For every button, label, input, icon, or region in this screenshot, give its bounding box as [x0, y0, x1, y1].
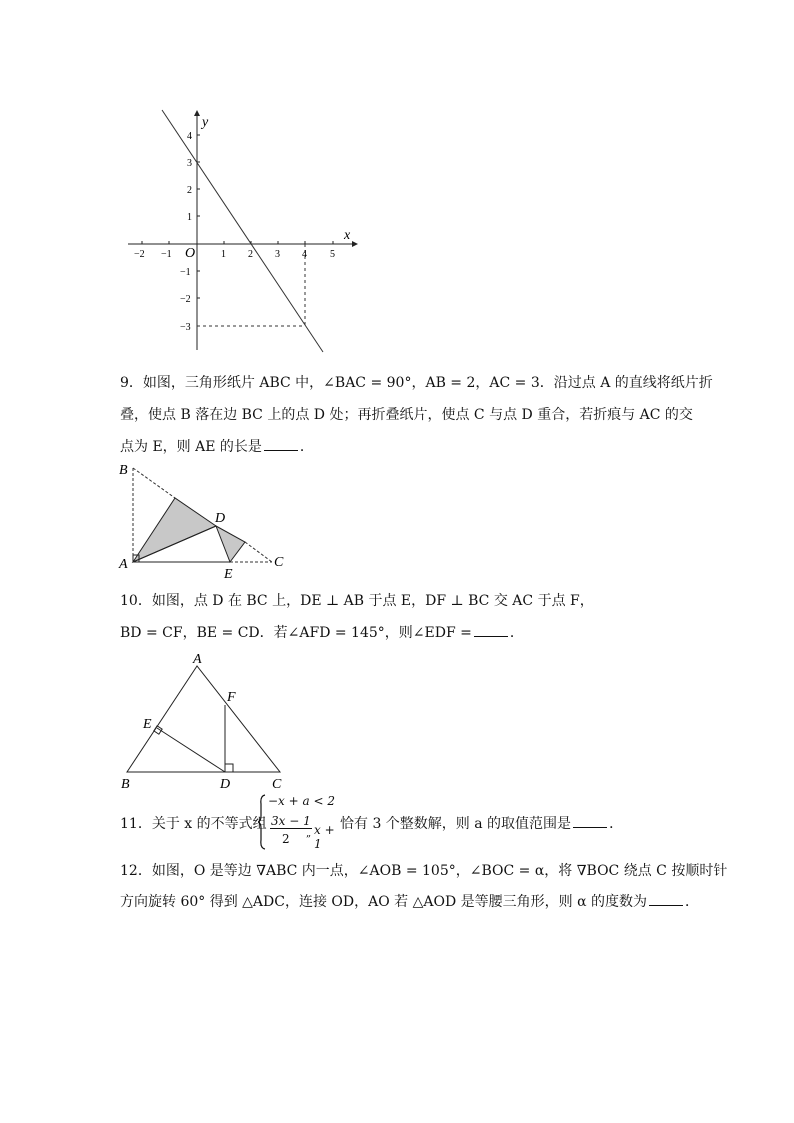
q10-answer-blank[interactable]: [474, 624, 508, 637]
q9-answer-blank[interactable]: [264, 438, 298, 451]
q11-prefix: 11．关于 x 的不等式组: [120, 816, 267, 832]
y-tick-neg3: −3: [180, 322, 191, 333]
q10-right-angle-D: [225, 764, 233, 772]
x-tick-3: 3: [275, 249, 280, 260]
y-tick-1: 1: [187, 212, 192, 223]
q9-line3-end: ．: [299, 439, 314, 455]
q10-label-B: B: [121, 777, 130, 792]
x-axis-label: x: [344, 228, 351, 243]
y-tick-neg2: −2: [180, 294, 191, 305]
q10-segment-DE: [157, 728, 225, 772]
y-tick-4: 4: [187, 131, 192, 142]
q12-line1: 12．如图，O 是等边 ∇ABC 内一点，∠AOB = 105°，∠BOC = α，将 ∇BOC 绕点 C 按顺时针: [120, 863, 728, 879]
q10-label-C: C: [272, 777, 282, 792]
q11-suffix-line: [340, 815, 623, 833]
q10-label-F: F: [227, 690, 236, 705]
q11-rel: „: [306, 828, 312, 839]
function-line: [162, 110, 323, 352]
q9-line2: 叠，使点 B 落在边 BC 上的点 D 处；再折叠纸片，使点 C 与点 D 重合，若折痕与 AC 的交: [120, 407, 693, 423]
q9-label-B: B: [119, 463, 128, 478]
q10-label-D: D: [220, 777, 231, 792]
q11-frac-num: 3x − 1: [271, 814, 311, 828]
q12-line2-text: 方向旋转 60° 得到 △ADC，连接 OD，AO 若 △AOD 是等腰三角形，则 α 的度数为: [120, 894, 648, 910]
origin-label: O: [185, 246, 196, 261]
q9-shaded-fold-1: [133, 498, 216, 562]
y-axis-label: y: [202, 115, 209, 130]
y-tick-2: 2: [187, 185, 192, 196]
q11-rhs: x + 1: [314, 823, 335, 851]
x-tick-neg2: −2: [134, 249, 145, 260]
q9-label-C: C: [274, 555, 284, 570]
linear-function-graph: [120, 100, 360, 360]
q10-label-A: A: [193, 652, 202, 667]
x-tick-1: 1: [221, 249, 226, 260]
q9-label-A: A: [119, 557, 128, 572]
q9-line1: 9．如图，三角形纸片 ABC 中，∠BAC = 90°，AB = 2，AC = 3．沿过点 A 的直线将纸片折: [120, 375, 713, 391]
q10-line2: [120, 624, 524, 642]
q11-frac-den: 2: [282, 832, 290, 846]
q10-line2-end: ．: [509, 625, 524, 641]
q9-label-E: E: [224, 567, 233, 582]
q9-dashed-DC: [245, 542, 272, 562]
q12-line2: [120, 893, 699, 911]
q11-ineq1: −x + a < 2: [268, 794, 335, 808]
x-tick-5: 5: [330, 249, 335, 260]
y-axis-arrow: [194, 110, 200, 116]
q10-figure: [115, 648, 295, 793]
q11-inequality-system: [258, 794, 340, 850]
q10-label-E: E: [143, 717, 152, 732]
y-tick-neg1: −1: [180, 267, 191, 278]
q12-line2-end: ．: [685, 894, 700, 910]
q11-suffix: 恰有 3 个整数解，则 a 的取值范围是: [340, 816, 572, 832]
q10-line2-text: BD = CF，BE = CD．若∠AFD = 145°，则∠EDF =: [120, 625, 472, 641]
q9-dashed-BD: [133, 468, 175, 498]
y-tick-3: 3: [187, 158, 192, 169]
q11-end: ．: [609, 816, 624, 832]
x-tick-neg1: −1: [161, 249, 172, 260]
q9-label-D: D: [215, 511, 226, 526]
q11-answer-blank[interactable]: [573, 815, 607, 828]
q9-line3-text: 点为 E，则 AE 的长是: [120, 439, 262, 455]
x-tick-4: 4: [302, 249, 307, 260]
q9-line3: [120, 438, 314, 456]
q9-shaded-fold-2: [216, 526, 245, 562]
q12-answer-blank[interactable]: [649, 893, 683, 906]
q11-brace: [258, 794, 266, 850]
x-axis-arrow: [352, 241, 358, 247]
x-tick-2: 2: [248, 249, 253, 260]
q10-line1: 10．如图，点 D 在 BC 上，DE ⊥ AB 于点 E，DF ⊥ BC 交 AC 于点 F，: [120, 593, 594, 609]
q9-figure: [115, 458, 295, 583]
